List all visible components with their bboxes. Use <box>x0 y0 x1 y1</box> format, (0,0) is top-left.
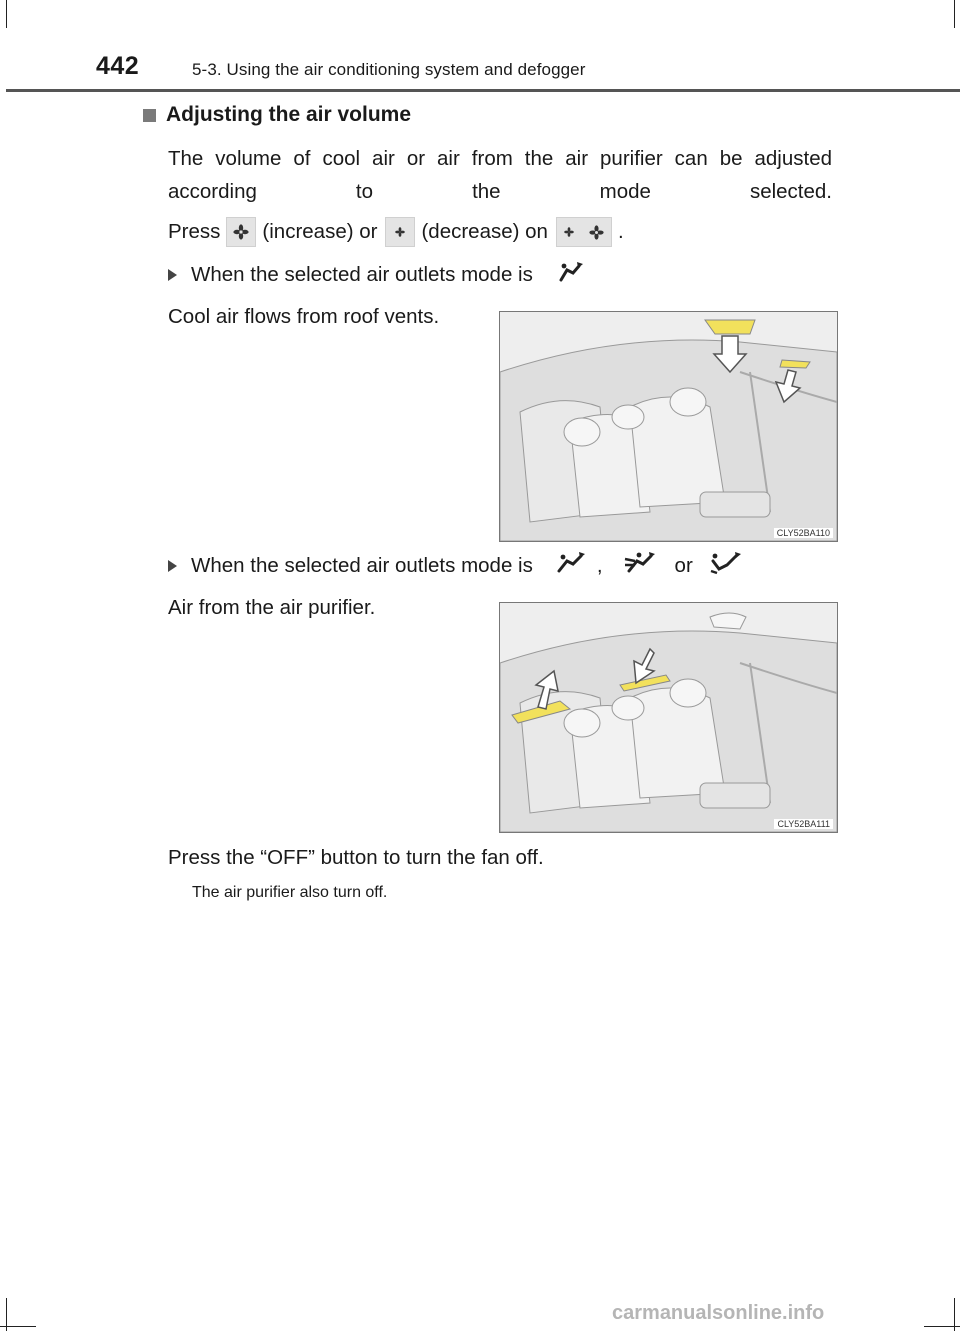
floor-vent-mode-icon <box>709 551 743 581</box>
bi-level-mode-icon <box>623 551 659 581</box>
press-instruction <box>168 217 624 247</box>
fan-increase-icon <box>226 217 256 247</box>
triangle-bullet-icon <box>168 269 177 281</box>
crop-mark <box>924 1326 960 1327</box>
off-instruction: Press the “OFF” button to turn the fan off. <box>168 846 544 869</box>
rear-cabin-illustration-roof-vents <box>499 311 838 542</box>
period: . <box>617 220 624 243</box>
square-bullet-icon <box>143 109 156 122</box>
heading-text: Adjusting the air volume <box>166 103 412 126</box>
fan-control-panel-icon <box>556 217 612 247</box>
press-label: Press <box>168 220 221 243</box>
watermark: carmanualsonline.info <box>612 1302 825 1324</box>
crop-mark <box>0 1326 36 1327</box>
fan-decrease-icon <box>385 217 415 247</box>
figure-code: CLY52BA110 <box>774 528 833 538</box>
comma: , <box>596 554 603 577</box>
mode-description-2: Air from the air purifier. <box>168 596 376 619</box>
subsection-heading <box>143 103 411 127</box>
or-text: or <box>674 554 693 577</box>
triangle-bullet-icon <box>168 560 177 572</box>
rear-cabin-illustration-purifier <box>499 602 838 833</box>
mode-condition-1 <box>168 260 595 290</box>
increase-label: (increase) or <box>262 220 378 243</box>
intro-paragraph: The volume of cool air or air from the air purifier can be adjusted according to the mode selected. <box>168 147 832 203</box>
condition-text: When the selected air outlets mode is <box>191 554 533 577</box>
mode-description-1: Cool air flows from roof vents. <box>168 305 440 328</box>
mode-condition-2 <box>168 551 753 581</box>
decrease-label: (decrease) on <box>421 220 548 243</box>
page-header <box>0 0 960 92</box>
header-rule <box>6 89 960 92</box>
upper-vent-mode-icon <box>555 260 585 290</box>
face-vent-mode-icon <box>555 551 587 581</box>
figure-code: CLY52BA111 <box>774 819 833 829</box>
note-text: The air purifier also turn off. <box>192 884 388 901</box>
condition-text: When the selected air outlets mode is <box>191 263 533 286</box>
section-title: 5-3. Using the air conditioning system and defogger <box>192 60 586 79</box>
page-number: 442 <box>96 52 140 80</box>
